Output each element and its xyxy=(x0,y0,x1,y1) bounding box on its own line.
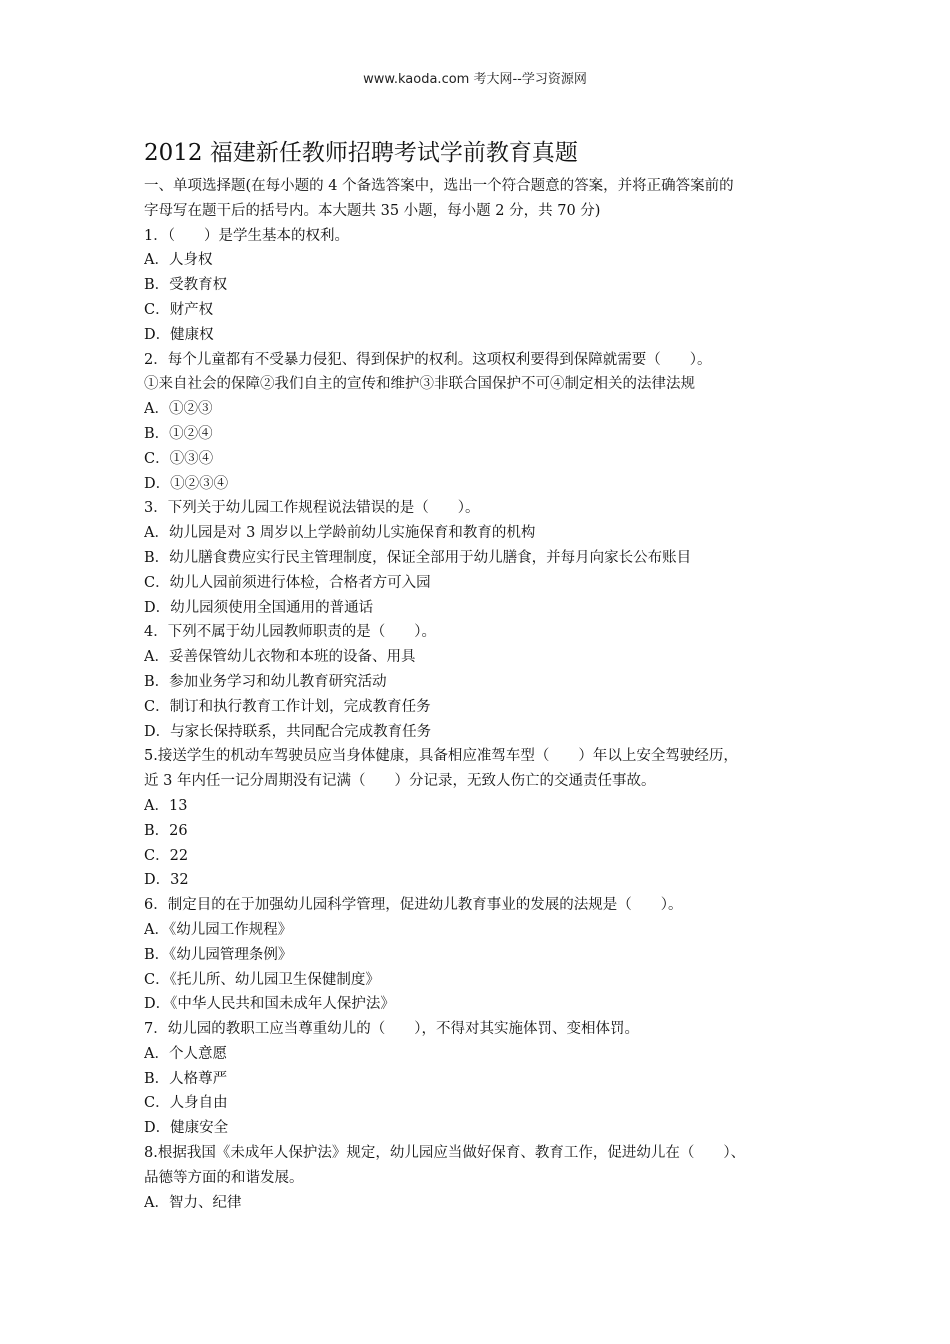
text-line: B．幼儿膳食费应实行民主管理制度，保证全部用于幼儿膳食，并每月向家长公布账目 xyxy=(144,549,692,566)
text-line: 8.根据我国《未成年人保护法》规定，幼儿园应当做好保育、教育工作，促进幼儿在（ ）、 xyxy=(144,1145,746,1162)
page-header: www.kaoda.com 考大网--学习资源网 xyxy=(363,72,587,87)
document-title: 2012 福建新任教师招聘考试学前教育真题 xyxy=(144,140,578,166)
text-line: 6．制定目的在于加强幼儿园科学管理，促进幼儿教育事业的发展的法规是（ ）。 xyxy=(144,897,683,914)
text-line: 5.接送学生的机动车驾驶员应当身体健康，具备相应准驾车型（ ）年以上安全驾驶经历， xyxy=(144,748,738,765)
text-line: A．幼儿园是对 3 周岁以上学龄前幼儿实施保育和教育的机构 xyxy=(144,525,536,542)
text-line: 3．下列关于幼儿园工作规程说法错误的是（ ）。 xyxy=(144,500,480,517)
text-line: A．智力、纪律 xyxy=(144,1194,242,1211)
text-line: B．受教育权 xyxy=(144,277,228,294)
text-line: 4．下列不属于幼儿园教师职责的是（ ）。 xyxy=(144,624,436,641)
text-line: B．参加业务学习和幼儿教育研究活动 xyxy=(144,673,387,690)
text-line: 字母写在题干后的括号内。本大题共 35 小题，每小题 2 分，共 70 分) xyxy=(144,202,601,219)
text-line: D．健康权 xyxy=(144,326,214,343)
text-line: C．人身自由 xyxy=(144,1095,228,1112)
text-line: B．①②④ xyxy=(144,425,213,442)
text-line: D．健康安全 xyxy=(144,1120,229,1137)
text-line: C．制订和执行教育工作计划，完成教育任务 xyxy=(144,698,431,715)
text-line: 品德等方面的和谐发展。 xyxy=(144,1169,304,1186)
text-line: 2．每个儿童都有不受暴力侵犯、得到保护的权利。这项权利要得到保障就需要（ ）。 xyxy=(144,351,712,368)
text-line: A．13 xyxy=(144,797,188,814)
text-line: B．26 xyxy=(144,822,188,839)
text-line: C．幼儿人园前须进行体检，合格者方可入园 xyxy=(144,574,431,591)
text-line: D．《中华人民共和国未成年人保护法》 xyxy=(144,996,395,1013)
text-line: B．《幼儿园管理条例》 xyxy=(144,946,293,963)
text-line: 7．幼儿园的教职工应当尊重幼儿的（ ），不得对其实施体罚、变相体罚。 xyxy=(144,1021,639,1038)
document-body xyxy=(144,174,814,1215)
text-line: A．①②③ xyxy=(144,401,213,418)
text-line: A．人身权 xyxy=(144,252,213,269)
text-line: C．《托儿所、幼儿园卫生保健制度》 xyxy=(144,971,380,988)
text-line: D．①②③④ xyxy=(144,475,229,492)
text-line: 一、单项选择题(在每小题的 4 个备选答案中，选出一个符合题意的答案，并将正确答案前的 xyxy=(144,178,734,194)
text-line: C．22 xyxy=(144,847,189,864)
text-line: D．幼儿园须使用全国通用的普通话 xyxy=(144,599,374,616)
text-line: A．妥善保管幼儿衣物和本班的设备、用具 xyxy=(144,649,416,666)
text-line: C．财产权 xyxy=(144,301,214,318)
text-line: C．①③④ xyxy=(144,450,214,467)
text-line: D．32 xyxy=(144,872,189,889)
text-line: 1．（ ）是学生基本的权利。 xyxy=(144,227,349,244)
text-line: D．与家长保持联系，共同配合完成教育任务 xyxy=(144,723,432,740)
text-line: B．人格尊严 xyxy=(144,1070,228,1087)
text-line: A．个人意愿 xyxy=(144,1045,227,1062)
text-line: ①来自社会的保障②我们自主的宣传和维护③非联合国保护不可④制定相关的法律法规 xyxy=(144,376,695,393)
text-line: 近 3 年内任一记分周期没有记满（ ）分记录，无致人伤亡的交通责任事故。 xyxy=(144,773,656,790)
text-line: A．《幼儿园工作规程》 xyxy=(144,921,293,938)
